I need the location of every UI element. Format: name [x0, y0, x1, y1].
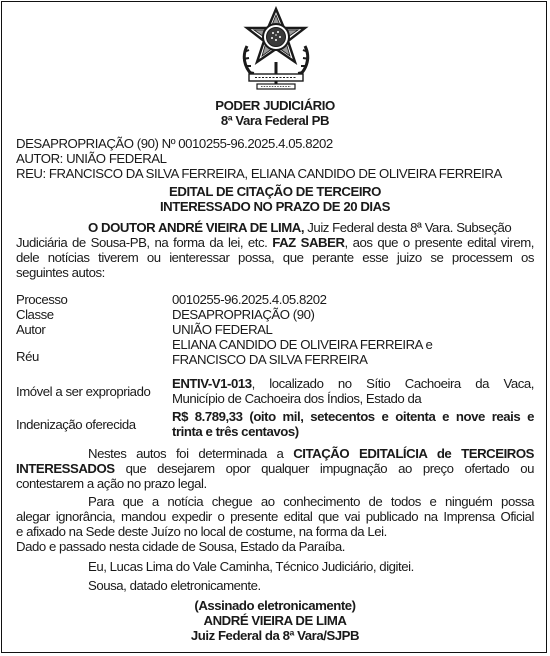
detail-value: trinta e três centavos)	[172, 424, 299, 439]
body-text: que desejarem opor qualquer impugnação ao preço ofertado ou	[114, 461, 534, 476]
detail-label: Processo	[16, 292, 68, 307]
detail-value: Município de Cachoeira dos Índios, Estado da	[172, 391, 422, 406]
detail-value: UNIÃO FEDERAL	[172, 322, 273, 337]
body-p4: Eu, Lucas Lima do Vale Caminha, Técnico Judiciário, digitei.	[88, 559, 414, 574]
edict-title-line1: EDITAL DE CITAÇÃO DE TERCEIRO	[169, 184, 381, 199]
intro-line-3: dele notícias tiverem ou ienteressar possa, que perante esse juizo se processem os	[16, 250, 534, 265]
intro-text: , aos que o presente edital virem,	[344, 235, 534, 250]
body-emphasis: CITAÇÃO EDITALÍCIA de TERCEIROS	[293, 446, 535, 461]
body-p5: Sousa, datado eletronicamente.	[88, 578, 261, 593]
intro-emphasis: FAZ SABER	[272, 235, 345, 250]
detail-value: FRANCISCO DA SILVA FERREIRA	[172, 352, 368, 367]
detail-value: R$ 8.789,33 (oito mil, setecentos e oitenta e nove reais e	[172, 409, 534, 424]
case-defendants: REU: FRANCISCO DA SILVA FERREIRA, ELIANA CANDIDO DE OLIVEIRA FERREIRA	[16, 166, 502, 181]
detail-label: Classe	[16, 307, 54, 322]
property-code: ENTIV-V1-013	[172, 376, 252, 391]
brazil-coat-of-arms-icon	[235, 6, 317, 94]
body-p1-line2	[16, 461, 534, 476]
body-emphasis: INTERESSADOS	[16, 461, 115, 476]
edict-title-line2: INTERESSADO NO PRAZO DE 20 DIAS	[159, 199, 391, 214]
detail-label: Indenização oferecida	[16, 417, 136, 432]
detail-value: 0010255-96.2025.4.05.8202	[172, 292, 327, 307]
intro-line-4: seguintes autos:	[16, 265, 105, 280]
body-text: Nestes autos foi determinada a	[88, 446, 294, 461]
case-plaintiff: AUTOR: UNIÃO FEDERAL	[16, 151, 167, 166]
intro-line-2	[16, 235, 534, 250]
judge-name: O DOUTOR ANDRÉ VIEIRA DE LIMA,	[88, 220, 305, 235]
body-p1-line1	[88, 446, 534, 461]
detail-value-text: , localizado no Sítio Cachoeira da Vaca,	[251, 376, 534, 391]
body-p2-line2: alegar ignorância, mandou expedir o presente edital que vai publicado na Imprensa Oficial	[16, 509, 534, 524]
detail-label: Autor	[16, 322, 46, 337]
signature-note: (Assinado eletronicamente)	[194, 598, 356, 613]
court-heading: 8ª Vara Federal PB	[220, 113, 330, 128]
body-p2-line3: e afixado na Sede deste Juízo no local de costume, na forma da Lei.	[16, 524, 387, 539]
detail-value: DESAPROPRIAÇÃO (90)	[172, 307, 315, 322]
signature-title: Juiz Federal da 8ª Vara/SJPB	[190, 628, 360, 643]
intro-text: Judiciária de Sousa-PB, na forma da lei, etc.	[16, 235, 273, 250]
body-p2-line1: Para que a notícia chegue ao conhecimento de todos e ninguém possa	[88, 494, 534, 509]
body-p1-line3: contestarem a ação no prazo legal.	[16, 476, 207, 491]
intro-text: Juiz Federal desta 8ª Vara. Subseção	[304, 220, 512, 235]
detail-value	[172, 376, 534, 391]
signature-name: ANDRÉ VIEIRA DE LIMA	[203, 613, 347, 628]
detail-label: Réu	[16, 349, 39, 364]
body-p3: Dado e passado nesta cidade de Sousa, Estado da Paraíba.	[16, 539, 345, 554]
intro-line-1	[88, 220, 534, 235]
org-heading: PODER JUDICIÁRIO	[215, 98, 335, 113]
detail-value: ELIANA CANDIDO DE OLIVEIRA FERREIRA e	[172, 337, 433, 352]
case-class-number: DESAPROPRIAÇÃO (90) Nº 0010255-96.2025.4.05.8202	[16, 136, 333, 151]
detail-label: Imóvel a ser expropriado	[16, 384, 151, 399]
